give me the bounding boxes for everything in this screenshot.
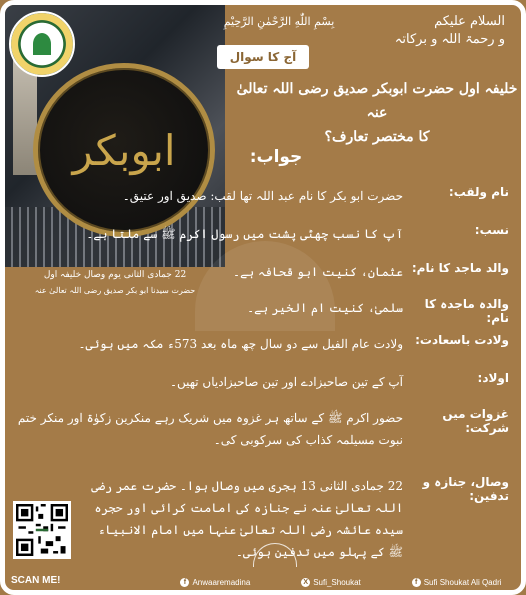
row-father <box>13 261 513 283</box>
bismillah: بِسْمِ اللّٰهِ الرَّحْمٰنِ الرَّحِيْمِ <box>223 15 335 28</box>
scan-me-label: SCAN ME! <box>11 575 61 586</box>
row-lineage <box>13 223 513 245</box>
caption-line-2: حضرت سیدنا ابو بکر صدیق رضی اللہ تعالیٰ عنہ <box>34 286 196 295</box>
caption-line-1: 22 جمادی الثانی یوم وصال خلیفہ اول <box>43 270 187 280</box>
row-value: 22 جمادی الثانی 13 ہجری میں وصال ہوا۔ حضرت عمر رضی اللہ تعالیٰ عنہ نے جنازہ کی امامت کرائی اور حجرہ سیدہ عائشہ رضی اللہ تعالیٰ عنہا میں امام الانبیاء ﷺ کے پہلو میں تدفین ہوئی۔ <box>91 479 403 559</box>
title-line-2: کا مختصر تعارف؟ <box>324 129 430 145</box>
x-icon: X <box>301 578 310 587</box>
row-label: والدہ ماجدہ کا نام: <box>424 297 509 325</box>
qr-code-icon <box>16 504 68 556</box>
row-mother <box>13 297 513 325</box>
medallion-text: ابوبکر <box>72 125 176 175</box>
facebook-link[interactable] <box>180 578 250 587</box>
row-value: ولادت عام الفیل سے دو سال چھ ماہ بعد 573ء مکہ میں ہوئی۔ <box>78 337 403 351</box>
row-label: غزوات میں شرکت: <box>442 407 509 435</box>
x-link[interactable] <box>301 578 361 587</box>
row-battles <box>13 407 513 451</box>
row-label: نام ولقب: <box>448 185 509 199</box>
salam-line-1: السلام علیکم <box>434 14 505 29</box>
row-value: آپ کا نسب چھٹی پشت میں رسول اکرم ﷺ سے ملتا ہے۔ <box>86 227 403 241</box>
x-handle: Sufi_Shoukat <box>313 577 361 587</box>
row-value: حضور اکرم ﷺ کے ساتھ ہر غزوہ میں شریک رہے منکرین زکوٰۃ اور منکر ختم نبوت مسیلمہ کذاب کی سرکوبی کی۔ <box>17 411 403 447</box>
facebook-handle-2: Sufi Shoukat Ali Qadri <box>423 577 502 587</box>
question-title <box>231 77 523 149</box>
row-label: اولاد: <box>477 371 509 385</box>
facebook-icon: f <box>180 578 189 587</box>
question-of-the-day-tag: آج کا سوال <box>217 45 309 69</box>
row-label: وصال، جنازہ و تدفین: <box>422 475 509 503</box>
social-footer <box>155 571 526 593</box>
title-line-1: خلیفہ اول حضرت ابوبکر صدیق رضی اللہ تعالیٰ عنہ <box>236 81 518 121</box>
row-value: آپ کے تین صاحبزادے اور تین صاحبزادیاں تھیں۔ <box>169 375 403 389</box>
madina-logo-icon <box>9 11 75 77</box>
row-label: ولادت باسعادت: <box>415 333 509 347</box>
row-children <box>13 371 513 393</box>
row-name-title <box>13 185 513 207</box>
row-value: سلمیٰ، کنیت ام الخیر ہے۔ <box>247 301 403 315</box>
salam-line-2: و رحمۃ اللہ و برکاتہ <box>394 32 505 47</box>
answer-label: جواب: <box>249 147 303 167</box>
salam-greeting <box>395 13 505 49</box>
qr-code[interactable] <box>13 501 71 559</box>
facebook-handle: Anwaaremadina <box>192 577 251 587</box>
row-death-burial <box>85 475 513 563</box>
row-birth <box>13 333 513 355</box>
row-value: عثمان، کنیت ابو قحافہ ہے۔ <box>233 265 403 279</box>
facebook-icon: f <box>412 578 421 587</box>
calligraphy-medallion <box>33 63 215 237</box>
facebook-link-2[interactable] <box>412 578 502 587</box>
row-label: والد ماجد کا نام: <box>411 261 509 275</box>
row-label: نسب: <box>474 223 509 237</box>
row-value: حضرت ابو بکر کا نام عبد اللہ تھا لقب: صدیق اور عتیق۔ <box>122 189 403 203</box>
